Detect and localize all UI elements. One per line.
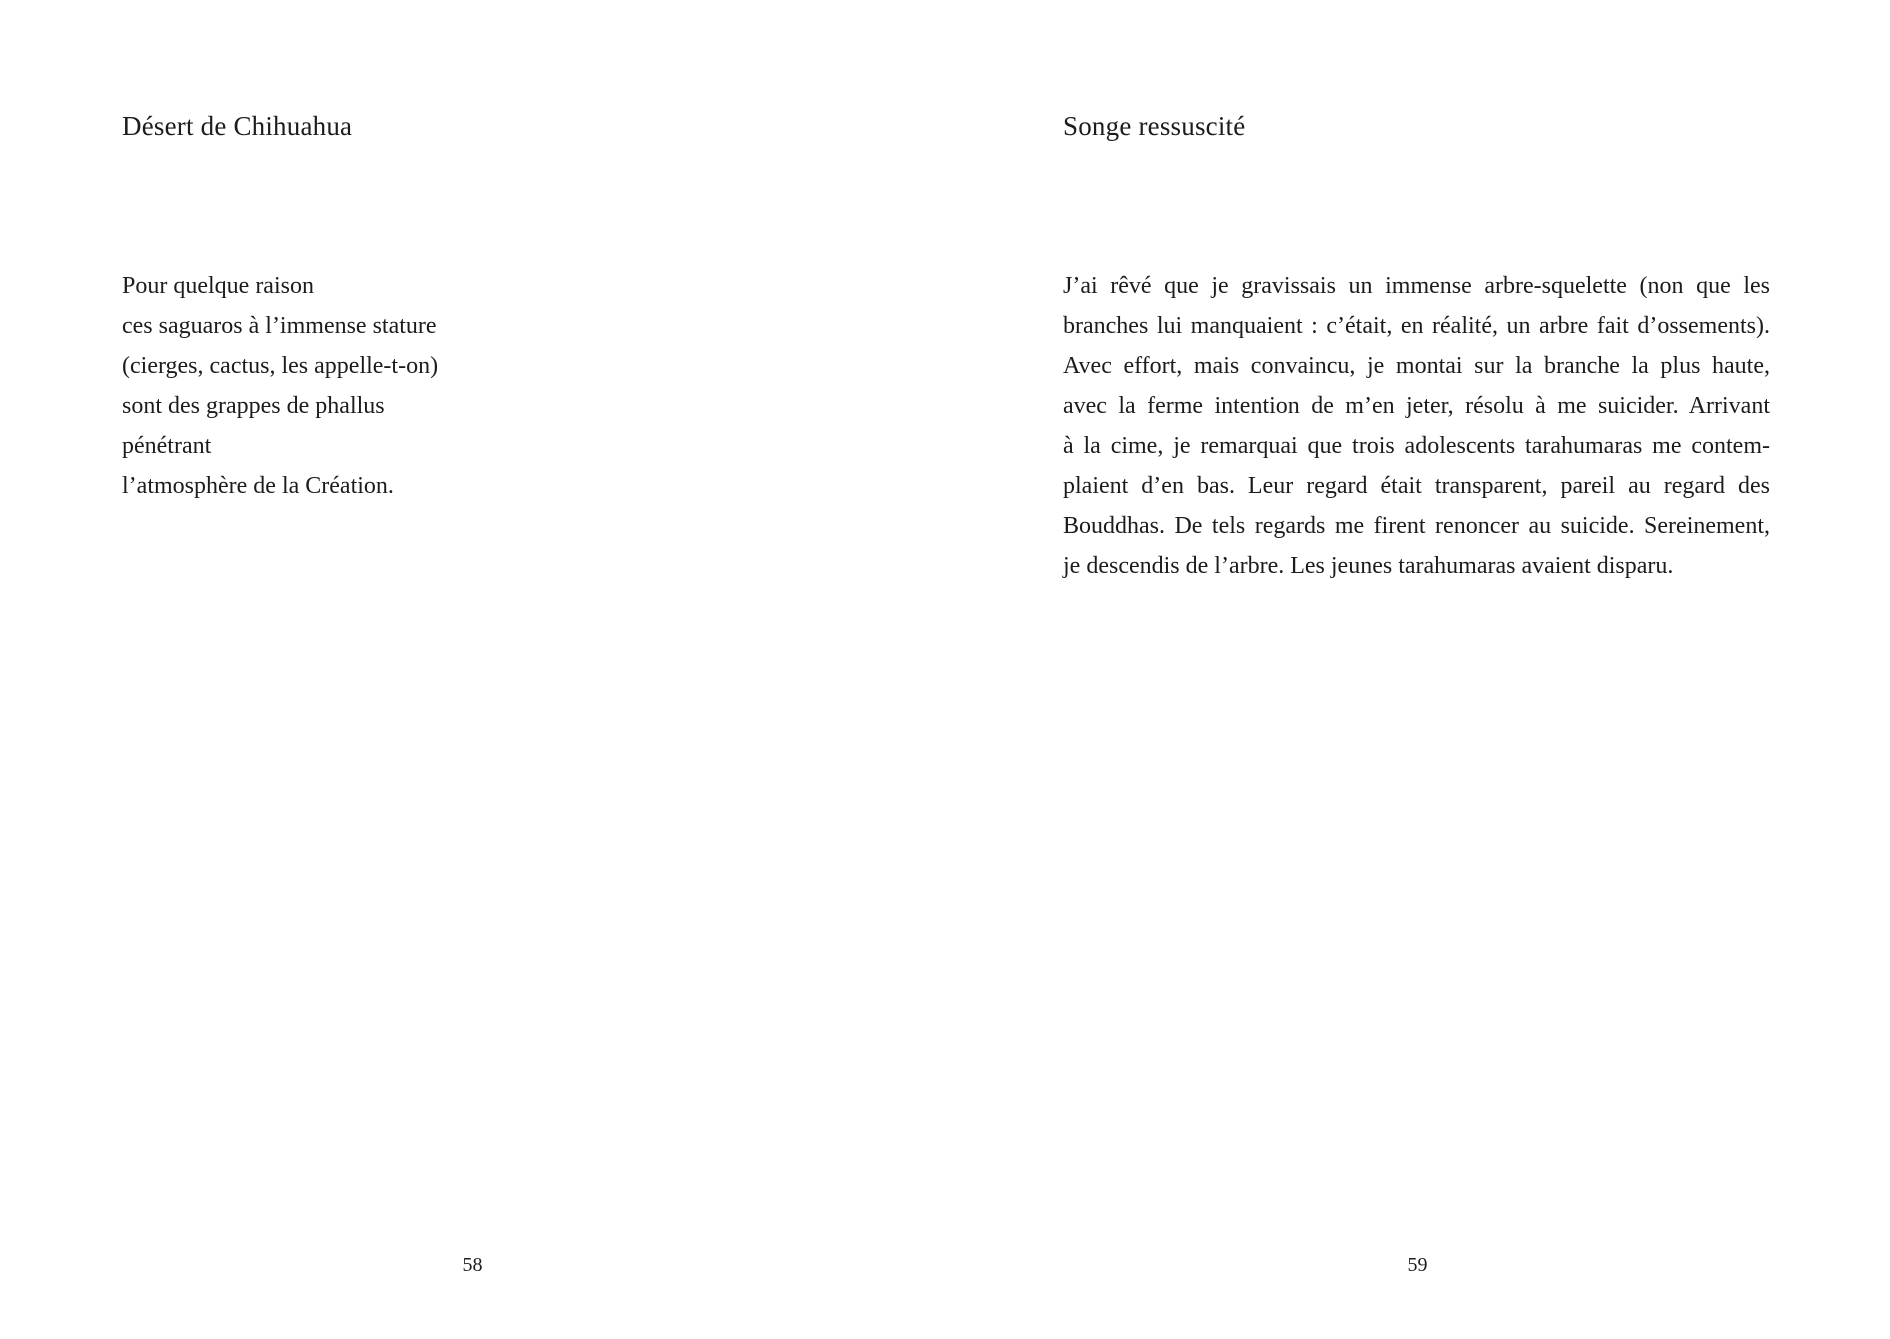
prose-line: à la cime, je remarquai que trois adolescents tarahumaras me contem- [1063, 433, 1770, 459]
poem-line: (cierges, cactus, les appelle-t-on) [122, 353, 439, 379]
poem-line: pénétrant [122, 433, 212, 459]
poem-body [122, 266, 762, 506]
right-page-title: Songe ressuscité [1063, 111, 1246, 141]
poem-line: ces saguaros à l’immense stature [122, 313, 437, 339]
prose-line: J’ai rêvé que je gravissais un immense arbre-squelette (non que les [1063, 273, 1770, 299]
prose-line: Avec effort, mais convaincu, je montai sur la branche la plus haute, [1063, 353, 1770, 379]
prose-body [1063, 266, 1770, 586]
prose-line: avec la ferme intention de m’en jeter, résolu à me suicider. Arrivant [1063, 393, 1770, 419]
prose-line: branches lui manquaient : c’était, en réalité, un arbre fait d’ossements). [1063, 313, 1770, 339]
poem-line: Pour quelque raison [122, 273, 314, 299]
prose-line: plaient d’en bas. Leur regard était transparent, pareil au regard des [1063, 473, 1770, 499]
page-right [945, 0, 1890, 1339]
left-page-title: Désert de Chihuahua [122, 111, 353, 141]
prose-line: je descendis de l’arbre. Les jeunes tarahumaras avaient disparu. [1063, 553, 1674, 579]
prose-line: Bouddhas. De tels regards me firent renoncer au suicide. Sereinement, [1063, 513, 1770, 539]
poem-line: sont des grappes de phallus [122, 393, 385, 419]
poem-line: l’atmosphère de la Création. [122, 473, 394, 499]
right-page-number: 59 [1407, 1254, 1428, 1276]
left-page-number: 58 [462, 1254, 483, 1276]
